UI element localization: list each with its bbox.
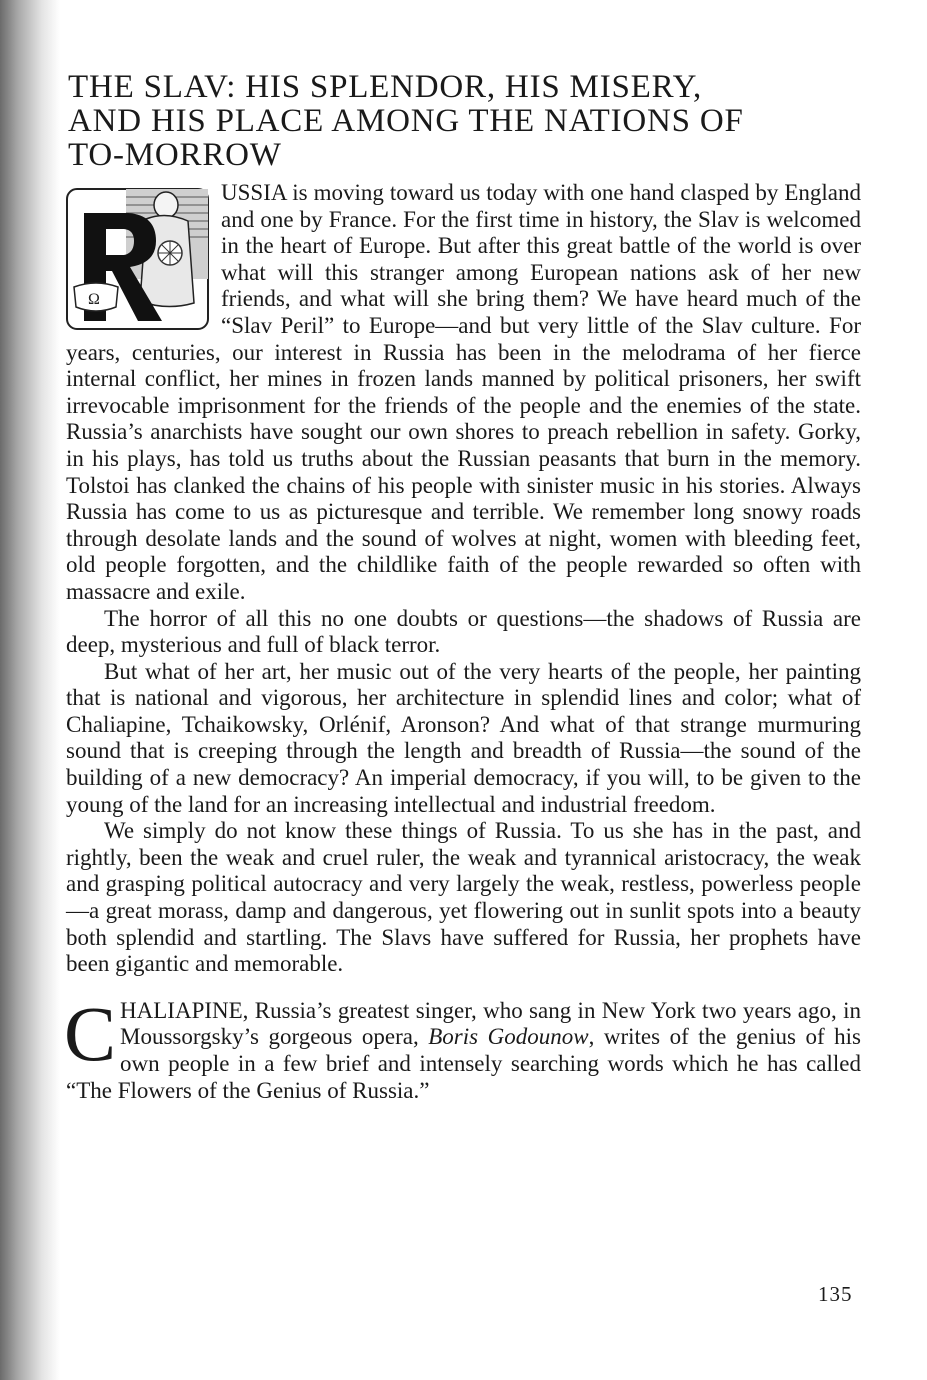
paragraph-5-part-a: HALIAPINE, Russia’s greatest singer, who sang in New York two years ago, in Moussorgsky’s gorgeous opera, bbox=[120, 997, 861, 1050]
article-body bbox=[66, 180, 861, 1104]
paragraph-5 bbox=[64, 989, 861, 1104]
illustrated-dropcap-r bbox=[66, 183, 209, 335]
paragraph-4: We simply do not know these things of Russia. To us she has in the past, and rightly, been the weak and cruel ruler, the weak and tyrannical aristocracy, the weak and grasping political autocracy and very largely the weak, restless, powerless people—a great morass, damp and dangerous, yet flowering out in sunlit spots into a beauty both splendid and startling. The Slavs have suffered for Russia, her prophets have been gigantic and memorable. bbox=[66, 818, 861, 977]
paragraph-2: The horror of all this no one doubts or questions—the shadows of Russia are deep, mysterious and full of black terror. bbox=[66, 605, 861, 658]
article-page bbox=[66, 70, 861, 1104]
svg-text:Ω: Ω bbox=[88, 291, 100, 308]
section-break bbox=[66, 978, 861, 998]
dropcap-illustration bbox=[66, 183, 209, 335]
paragraph-1: USSIA is moving toward us today with one hand clasped by England and one by France. For the first time in history, the Slav is welcomed in the heart of Europe. But after this great battle of the world is over what will this stranger among European nations ask of her new friends, and what will she bring them? We have heard much of the “Slav Peril” to Europe—and but very little of the Slav culture. For years, centuries, our interest in Russia has been in the melodrama of her fierce internal conflict, her mines in frozen lands manned by political prisoners, her swift irrevocable imprisonment for the friends of the people and the enemies of the state. Russia’s anarchists have sought our own shores to preach rebellion in safety. Gorky, in his plays, has told us truths about the Russian peasants that burn in the memory. Tolstoi has clanked the chains of his people with sinister music in his stories. Always Russia has come to us as picturesque and terrible. We remember long snowy roads through desolate lands and the sound of wolves at night, women with bleeding feet, old people forgotten, and the childlike faith of the people rewarded so often with massacre and exile. bbox=[66, 180, 861, 604]
article-title bbox=[68, 70, 861, 172]
paragraph-3: But what of her art, her music out of the very hearts of the people, her painting that is national and vigorous, her architecture in splendid lines and color; what of Chaliapine, Tchaikowsky, Orlénif, Aronson? And what of that strange murmuring sound that is creeping through the length and breadth of Russia—the sound of the building of a new democracy? An imperial democracy, if you will, to be given to the young of the land for an increasing intellectual and industrial freedom. bbox=[66, 658, 861, 817]
paragraph-5-part-b: , writes of the genius of his own people in a few brief and intensely searching words which he has called “The Flowers of the Genius of Russia.” bbox=[66, 1024, 861, 1103]
opera-title: Boris Godounow bbox=[428, 1024, 589, 1050]
title-line-3: TO-MORROW bbox=[68, 137, 282, 173]
title-line-2: AND HIS PLACE AMONG THE NATIONS OF bbox=[68, 103, 744, 139]
page-number: 135 bbox=[818, 1282, 853, 1306]
dropcap-c: C bbox=[64, 989, 117, 1077]
title-line-1: THE SLAV: HIS SPLENDOR, HIS MISERY, bbox=[68, 69, 703, 105]
page-gutter-shadow bbox=[0, 0, 60, 1380]
